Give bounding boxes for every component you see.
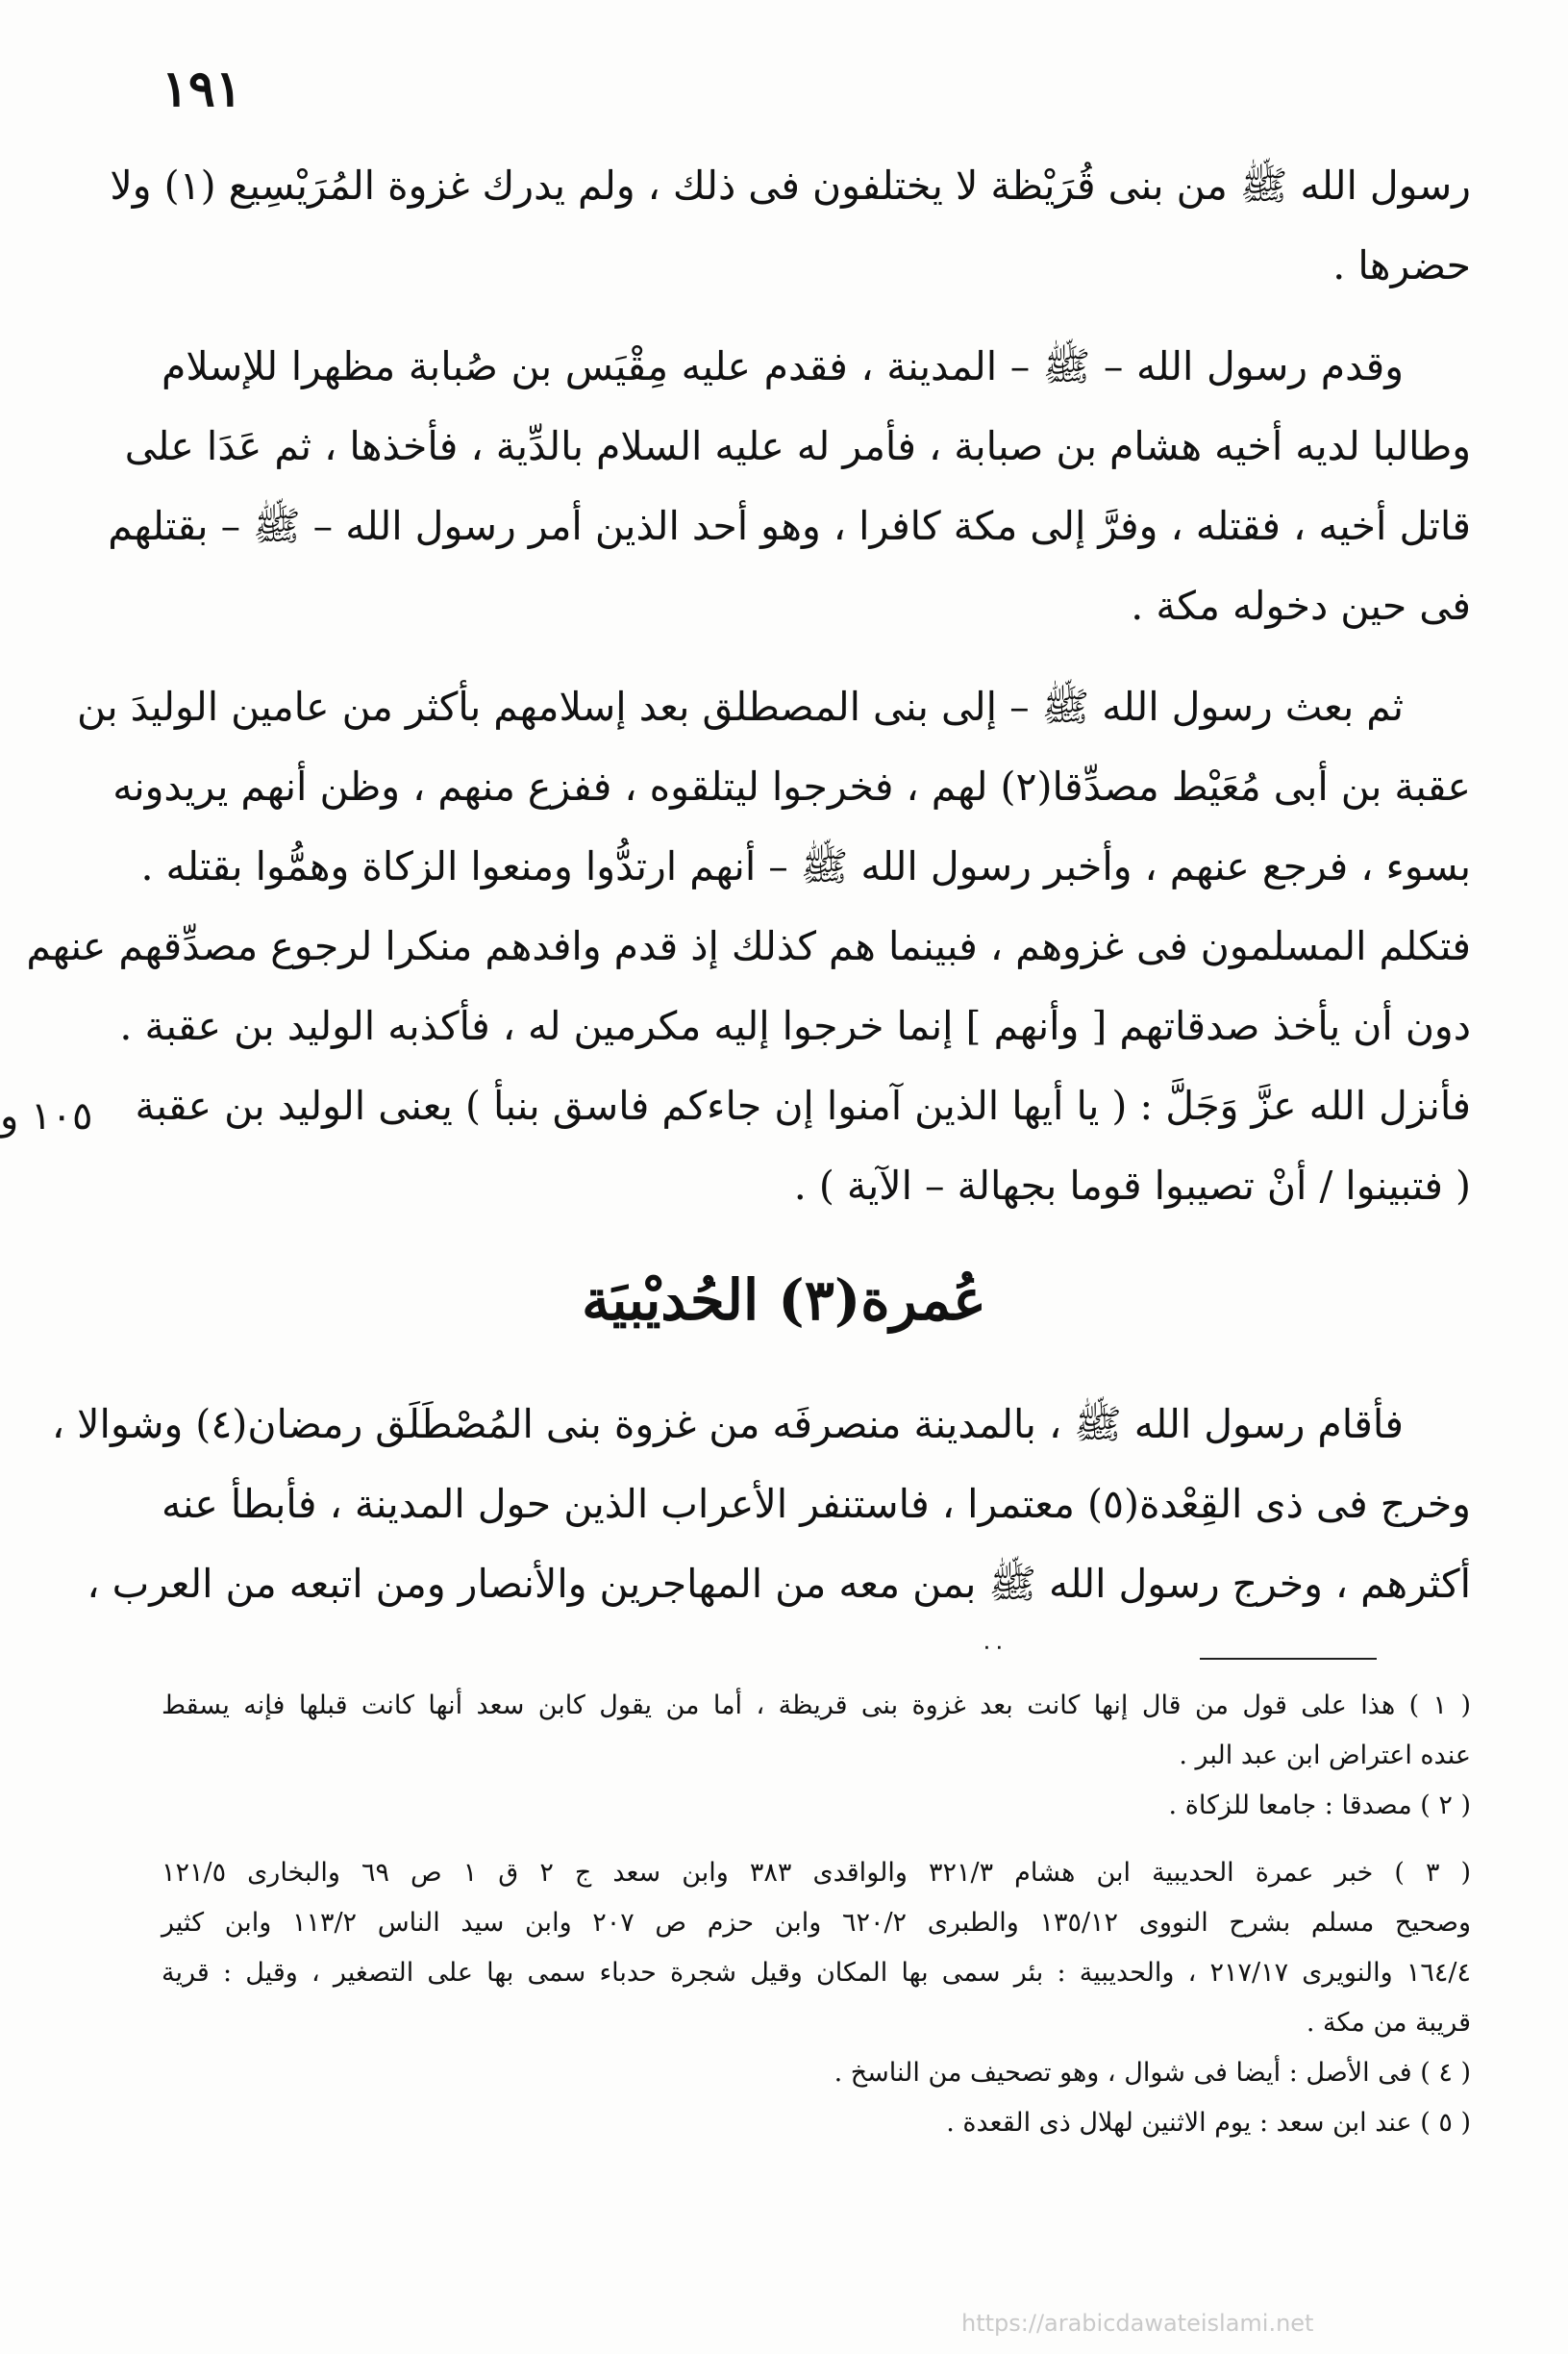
text-line: عقبة بن أبى مُعَيْط مصدِّقا(٢) لهم ، فخرجوا ليتلقوه ، ففزع منهم ، وظن أنهم يريدونه (112, 764, 1471, 810)
page-number: ١٩١ (162, 60, 242, 118)
text-line: ( فتبينوا / أنْ تصيبوا قوما بجهالة – الآية ) . (793, 1163, 1471, 1209)
footnote (162, 2098, 1471, 2148)
footnote-line: ( ٥ ) عند ابن سعد : يوم الاثنين لهلال ذى القعدة . (946, 2108, 1471, 2138)
text-line: قاتل أخيه ، فقتله ، وفرَّ إلى مكة كافرا ، وهو أحد الذين أمر رسول الله – ﷺ – بقتلهم (108, 503, 1471, 549)
paragraph (110, 146, 1471, 306)
footnote (162, 1681, 1471, 1781)
footnote-line: قريبة من مكة . (1306, 2008, 1471, 2038)
text-line: فأقام رسول الله ﷺ ، بالمدينة منصرفَه من غزوة بنى المُصْطَلَق رمضان(٤) وشوالا ، (51, 1401, 1404, 1447)
footnote-line: ١٦٤/٤ والنويرى ٢١٧/١٧ ، والحديبية : بئر سمى بها المكان وقيل شجرة حدباء سمى بها على التصغير ، وقيل : قرية (162, 1958, 1471, 1988)
text-line: دون أن يأخذ صدقاتهم [ وأنهم ] إنما خرجوا إليه مكرمين له ، فأكذبه الوليد بن عقبة . (119, 1003, 1471, 1049)
body-text-bottom (51, 1385, 1471, 1624)
paragraph (51, 1385, 1471, 1624)
text-line: وقدم رسول الله – ﷺ – المدينة ، فقدم عليه مِقْيَس بن صُبابة مظهرا للإسلام (162, 343, 1404, 389)
text-line: وخرج فى ذى القِعْدة(٥) معتمرا ، فاستنفر الأعراب الذين حول المدينة ، فأبطأ عنه (162, 1481, 1471, 1527)
footnote (162, 1848, 1471, 2048)
text-line: وطالبا لديه أخيه هشام بن صبابة ، فأمر له عليه السلام بالدِّية ، فأخذها ، ثم عَدَا على (124, 423, 1471, 469)
paragraph (108, 327, 1471, 646)
text-line: ثم بعث رسول الله ﷺ – إلى بنى المصطلق بعد إسلامهم بأكثر من عامين الوليدَ بن (76, 684, 1404, 730)
footnote (162, 1781, 1471, 1831)
section-title: عُمرة(٣) الحُديْبيَة (582, 1267, 986, 1333)
text-line: فى حين دخوله مكة . (1131, 583, 1471, 629)
footnotes (162, 1681, 1471, 2148)
separator-mark: ٠٠ (981, 1633, 1006, 1660)
footnote-separator (1200, 1658, 1377, 1660)
text-line: رسول الله ﷺ من بنى قُرَيْظة لا يختلفون فى ذلك ، ولم يدرك غزوة المُرَيْسِيع (١) ولا (110, 163, 1471, 209)
text-line: أكثرهم ، وخرج رسول الله ﷺ بمن معه من المهاجرين والأنصار ومن اتبعه من العرب ، (87, 1561, 1471, 1607)
footnote-line: وصحيح مسلم بشرح النووى ١٣٥/١٢ والطبرى ٦٢٠/٢ وابن حزم ص ٢٠٧ وابن سيد الناس ١١٣/٢ وابن كثير (162, 1908, 1471, 1938)
footnote-line: ( ١ ) هذا على قول من قال إنها كانت بعد غزوة بنى قريظة ، أما من يقول كابن سعد أنها كانت قبلها فإنه يسقط (162, 1690, 1471, 1720)
text-line: بسوء ، فرجع عنهم ، وأخبر رسول الله ﷺ – أنهم ارتدُّوا ومنعوا الزكاة وهمُّوا بقتله . (140, 843, 1471, 889)
footnote-line: عنده اعتراض ابن عبد البر . (1179, 1740, 1471, 1770)
text-line: حضرها . (1332, 242, 1471, 288)
footnote-line: ( ٣ ) خبر عمرة الحديبية ابن هشام ٣٢١/٣ والواقدى ٣٨٣ وابن سعد ج ٢ ق ١ ص ٦٩ والبخارى ١٢١/٥ (162, 1858, 1472, 1888)
source-watermark: https://arabicdawateislami.net (961, 2310, 1314, 2337)
text-line: فتكلم المسلمون فى غزوهم ، فبينما هم كذلك إذ قدم وافدهم منكرا لرجوع مصدِّقهم عنهم (26, 923, 1471, 969)
footnote (162, 2048, 1471, 2098)
margin-folio-note: ١٠٥ و (0, 1094, 93, 1139)
footnote-line: ( ٤ ) فى الأصل : أيضا فى شوال ، وهو تصحيف من الناسخ . (834, 2058, 1471, 2088)
footnote-line: ( ٢ ) مصدقا : جامعا للزكاة . (1168, 1791, 1471, 1820)
text-line: فأنزل الله عزَّ وَجَلَّ : ( يا أيها الذين آمنوا إن جاءكم فاسق بنبأ ) يعنى الوليد بن عقبة (135, 1083, 1471, 1129)
